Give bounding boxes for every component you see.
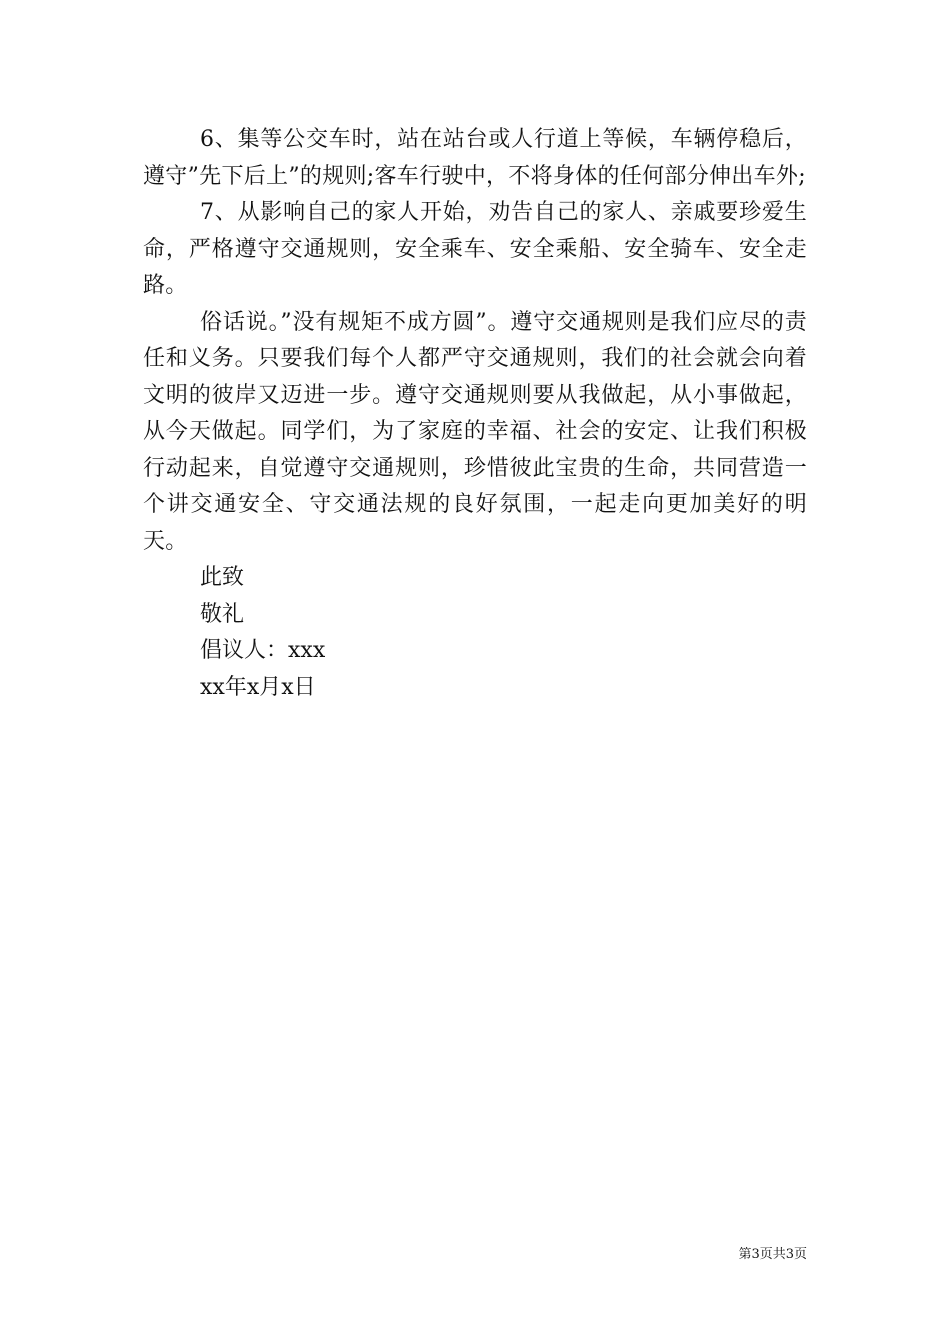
closing-salutation-2: 敬礼 <box>200 601 245 627</box>
date-line: xx年x月x日 <box>200 674 316 700</box>
closing-salutation-1: 此致 <box>200 565 245 590</box>
paragraph-item-6: 6、集等公交车时，站在站台或人行道上等候，车辆停稳后，遵守”先下后上”的规则;客车行驶中，不将身体的任何部分伸出车外; <box>143 127 807 189</box>
document-body <box>143 122 807 706</box>
paragraph-conclusion: 俗话说。”没有规矩不成方圆”。遵守交通规则是我们应尽的责任和义务。只要我们每个人都严守交通规则，我们的社会就会向着文明的彼岸又迈进一步。遵守交通规则要从我做起，从小事做起，从今天做起。同学们，为了家庭的幸福、社会的安定、让我们积极行动起来，自觉遵守交通规则，珍惜彼此宝贵的生命，共同营造一个讲交通安全、守交通法规的良好氛围，一起走向更加美好的明天。 <box>143 309 807 554</box>
proposer-line: 倡议人：xxx <box>200 638 326 663</box>
paragraph-item-7: 7、从影响自己的家人开始，劝告自己的家人、亲戚要珍爱生命，严格遵守交通规则，安全乘车、安全乘船、安全骑车、安全走路。 <box>143 200 807 298</box>
page-number-footer: 第3页共3页 <box>738 1247 807 1262</box>
